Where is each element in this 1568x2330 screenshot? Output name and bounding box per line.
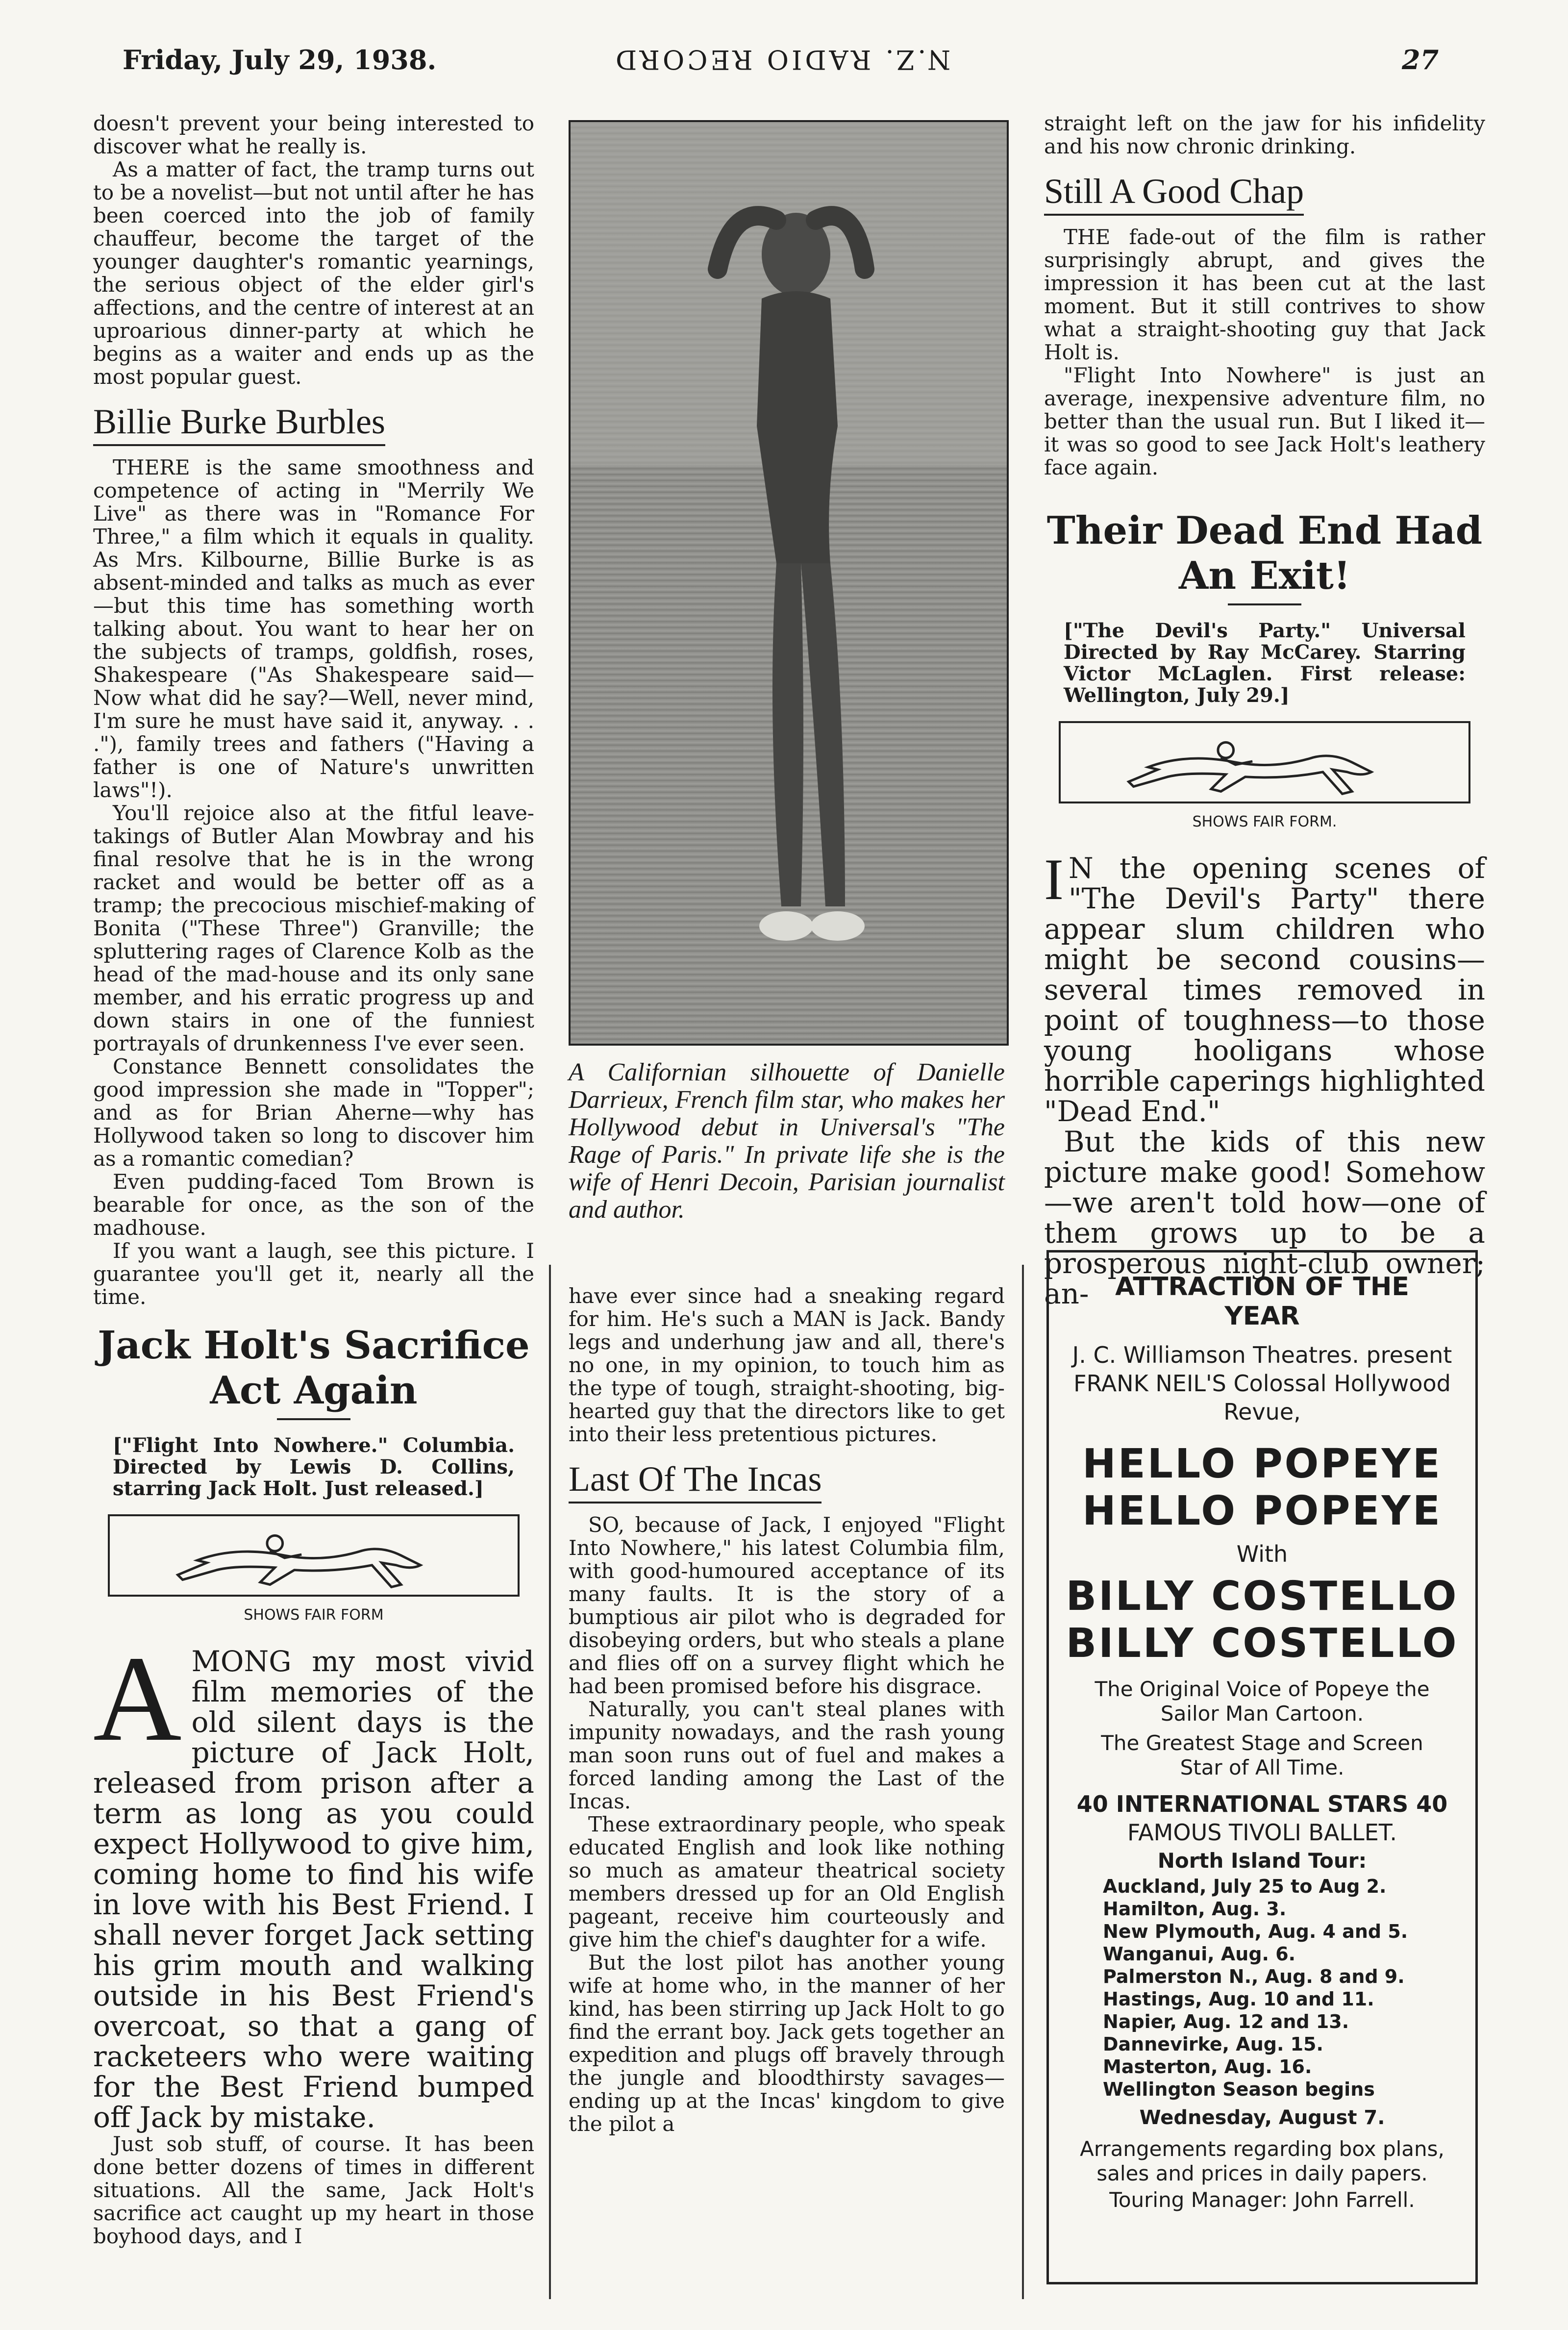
- article-paragraph: As a matter of fact, the tramp turns out to be a novelist—but not until after he has been coerced into the job of family chauffeur, become the target of the younger daughter's romantic yearnings, the serious object of the elder girl's affections, and the centre of interest at an uproarious dinner-party at which he begins as a waiter and ends up as the most popular guest.: [93, 157, 534, 389]
- ad-tour-dates: [1049, 1875, 1475, 2101]
- ad-ballet: FAMOUS TIVOLI BALLET.: [1127, 1819, 1397, 1846]
- article-paragraph: If you want a laugh, see this picture. I guarantee you'll get it, nearly all the time.: [93, 1239, 534, 1309]
- ad-stars-count: 40 INTERNATIONAL STARS 40: [1076, 1791, 1448, 1817]
- right-column: [1044, 112, 1485, 1309]
- article-paragraph: "Flight Into Nowhere" is just an average, inexpensive adventure film, no better than the usual run. But I liked it—it was so good to see Jack Holt's leathery face again.: [1044, 363, 1485, 479]
- column-rule: [549, 1265, 551, 2299]
- tour-stop: Napier, Aug. 12 and 13.: [1103, 2011, 1349, 2032]
- rating-caption: SHOWS FAIR FORM.: [1192, 813, 1337, 830]
- article-paragraph: Naturally, you can't steal planes with impunity nowadays, and the rash young man soon runs out of fuel and makes a forced landing among the Last of the Incas.: [569, 1697, 1005, 1813]
- film-credits: ["The Devil's Party." Universal Directed by Ray McCarey. Starring Victor McLaglen. First release: Wellington, July 29.]: [1064, 619, 1466, 707]
- article-paragraph: have ever since had a sneaking regard for him. He's such a MAN is Jack. Bandy legs and underhung jaw and all, there's no one, in my opinion, to touch him as the type of tough, straight-shooting, big-hearted guy that the directors like to get into their less pretentious pictures.: [569, 1284, 1005, 1446]
- ad-popeye-voice: The Original Voice of Popeye the Sailor Man Cartoon.: [1095, 1677, 1430, 1726]
- middle-column: [569, 1284, 1005, 2135]
- article-paragraph: doesn't prevent your being interested to discover what he really is.: [93, 111, 534, 158]
- drop-cap: I: [1044, 847, 1064, 912]
- photo-caption: A Californian silhouette of Danielle Darrieux, French film star, who makes her Hollywood debut in Universal's "The Rage of Paris." In private life she is the wife of Henri Decoin, Parisian journalist and author.: [569, 1058, 1005, 1224]
- racehorse-icon: [1061, 723, 1468, 802]
- page-number: 27: [1402, 44, 1439, 75]
- article-paragraph: MONG my most vivid film memories of the old silent days is the picture of Jack Holt, released from prison after a term as long as you could expect Hollywood to give him, coming home to find his wife in love with his Best Friend. I shall never forget Jack setting his grim mouth and walking outside in his Best Friend's overcoat, so that a gang of racketeers who were waiting for the Best Friend bumped off Jack by mistake.: [93, 1645, 534, 2134]
- subheading-good-chap: Still A Good Chap: [1044, 172, 1304, 216]
- article-paragraph: These extraordinary people, who speak educated English and look like nothing so much as amateur theatrical society members dressed up for an Old English pageant, receive him courteously and give him the chief's daughter for a wife.: [569, 1812, 1005, 1952]
- tour-stop: Auckland, July 25 to Aug 2.: [1103, 1876, 1387, 1897]
- tour-stop: New Plymouth, Aug. 4 and 5.: [1103, 1921, 1408, 1942]
- article-paragraph: straight left on the jaw for his infidelity and his now chronic drinking.: [1044, 111, 1485, 158]
- headline-jack-holt: Jack Holt's Sacrifice Act Again: [98, 1323, 530, 1413]
- tour-stop: Wanganui, Aug. 6.: [1103, 1943, 1296, 1965]
- tour-stop: Masterton, Aug. 16.: [1103, 2056, 1312, 2078]
- tour-stop: Palmerston N., Aug. 8 and 9.: [1103, 1966, 1405, 1987]
- photo-frame: [569, 120, 1009, 1046]
- ad-presenter: J. C. Williamson Theatres. present FRANK NEIL'S Colossal Hollywood Revue,: [1072, 1342, 1452, 1425]
- ad-season-date: Wednesday, August 7.: [1139, 2106, 1385, 2129]
- article-paragraph: Constance Bennett consolidates the good impression she made in "Topper"; and as for Brian Aherne—why has Hollywood taken so long to discover him as a romantic comedian?: [93, 1054, 534, 1171]
- ad-with: With: [1236, 1541, 1288, 1567]
- ad-greatest-star: The Greatest Stage and Screen Star of All Time.: [1101, 1731, 1423, 1779]
- ad-tour-title: North Island Tour:: [1157, 1849, 1367, 1873]
- article-paragraph: N the opening scenes of "The Devil's Party" there appear slum children who might be second cousins—several times removed in point of toughness—to those young hooligans whose horrible caperings highlighted "Dead End.": [1044, 852, 1485, 1128]
- article-paragraph: But the lost pilot has another young wife at home who, in the manner of her kind, has been stirring up Jack Holt to go find the errant boy. Jack gets together an expedition and plugs off bravely through the jungle and bloodthirsty savages—ending up at the Incas' kingdom to give the pilot a: [569, 1951, 1005, 2136]
- ad-manager: Touring Manager: John Farrell.: [1109, 2188, 1415, 2212]
- rating-caption: SHOWS FAIR FORM: [244, 1606, 384, 1624]
- headline-rule: [277, 1418, 350, 1420]
- rating-cartoon: [1059, 721, 1470, 803]
- film-credits: ["Flight Into Nowhere." Columbia. Directed by Lewis D. Collins, starring Jack Holt. Just released.]: [113, 1434, 515, 1500]
- racehorse-icon: [110, 1516, 518, 1595]
- ad-arrangements: Arrangements regarding box plans, sales and prices in daily papers.: [1080, 2137, 1444, 2185]
- headline-dead-end: Their Dead End Had An Exit!: [1046, 508, 1483, 598]
- left-column: [93, 112, 534, 2248]
- article-paragraph: But the kids of this new picture make good! Somehow—we aren't told how—one of them grows up to be a prosperous night-club owner; an-: [1044, 1125, 1485, 1310]
- column-rule: [1022, 1265, 1024, 2299]
- revue-advertisement: [1046, 1250, 1478, 2284]
- article-paragraph: Just sob stuff, of course. It has been done better dozens of times in different situations. All the same, Jack Holt's sacrifice act caught up my heart in those boyhood days, and I: [93, 2132, 534, 2248]
- silhouette-figure: [571, 122, 1007, 1044]
- tour-stop: Hamilton, Aug. 3.: [1103, 1898, 1287, 1920]
- article-paragraph: SO, because of Jack, I enjoyed "Flight Into Nowhere," his latest Columbia film, with good-humoured acceptance of its many faults. It is the story of a bumptious air pilot who is degraded for disobeying orders, but who steals a plane and flies off on a survey flight which he had been promised before his disgrace.: [569, 1513, 1005, 1698]
- article-paragraph: Even pudding-faced Tom Brown is bearable for once, as the son of the madhouse.: [93, 1170, 534, 1240]
- article-paragraph: THE fade-out of the film is rather surprisingly abrupt, and gives the impression it has been cut at the last moment. But it still contrives to show what a straight-shooting guy that Jack Holt is.: [1044, 225, 1485, 364]
- tour-stop: Hastings, Aug. 10 and 11.: [1103, 1988, 1374, 2010]
- rating-cartoon: [108, 1514, 520, 1597]
- issue-date: Friday, July 29, 1938.: [123, 44, 437, 75]
- ad-star-name: BILLY COSTELLO: [1066, 1573, 1459, 1620]
- ad-show-title: HELLO POPEYE: [1082, 1441, 1442, 1487]
- tour-stop: Wellington Season begins: [1103, 2079, 1375, 2100]
- tour-stop: Dannevirke, Aug. 15.: [1103, 2033, 1323, 2055]
- ad-star-name: BILLY COSTELLO: [1066, 1620, 1459, 1667]
- subheading-billie-burke: Billie Burke Burbles: [93, 402, 385, 446]
- subheading-incas: Last Of The Incas: [569, 1459, 821, 1503]
- ad-attraction: ATTRACTION OF THE YEAR: [1115, 1272, 1409, 1331]
- masthead: N.Z. RADIO RECORD: [613, 44, 951, 75]
- ad-show-title: HELLO POPEYE: [1082, 1488, 1442, 1534]
- article-paragraph: You'll rejoice also at the fitful leave-takings of Butler Alan Mowbray and his final resolve that he is in the wrong racket and would be better off as a tramp; the precocious mischief-making of Bonita ("These Three") Granville; the spluttering rages of Clarence Kolb as the head of the mad-house and its only sane member, and his erratic progress up and down stairs in one of the funniest portrayals of drunkenness I've ever seen.: [93, 801, 534, 1055]
- article-paragraph: THERE is the same smoothness and competence of acting in "Merrily We Live" as there was in "Romance For Three," a film which it equals in quality. As Mrs. Kilbourne, Billie Burke is as absent-minded and talks as much as ever—but this time has something worth talking about. You want to hear her on the subjects of tramps, goldfish, roses, Shakespeare ("As Shakespeare said—Now what did he say?—Well, never mind, I'm sure he must have said it, anyway. . . ."), family trees and fathers ("Having a father is one of Nature's unwritten laws"!).: [93, 455, 534, 802]
- headline-rule: [1228, 603, 1301, 605]
- drop-cap: A: [93, 1631, 182, 1767]
